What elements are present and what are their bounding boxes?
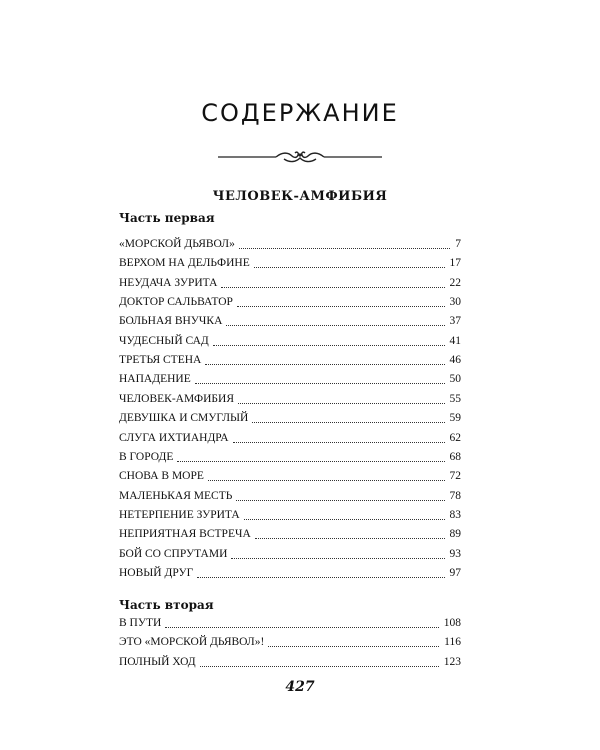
toc-entry: [119, 526, 461, 542]
dot-leader: [237, 305, 445, 307]
dot-leader: [226, 324, 444, 326]
toc-entry: [119, 255, 461, 271]
dot-leader: [205, 363, 444, 365]
toc-entry-page: 59: [449, 412, 461, 425]
dot-leader: [195, 382, 445, 384]
toc-entry-page: 93: [449, 547, 461, 560]
toc-entry-title: ЧЕЛОВЕК-АМФИБИЯ: [119, 392, 234, 405]
dot-leader: [165, 626, 438, 628]
dot-leader: [213, 344, 445, 346]
toc-entry-page: 17: [449, 257, 461, 270]
toc-entry-title: «МОРСКОЙ ДЬЯВОЛ»: [119, 238, 235, 250]
dot-leader: [233, 441, 445, 443]
ornament-divider-icon: [218, 150, 382, 164]
toc-entry: [119, 634, 461, 650]
toc-entry-page: 78: [449, 489, 461, 502]
toc-entry-title: ВЕРХОМ НА ДЕЛЬФИНЕ: [119, 257, 250, 270]
book-title: ЧЕЛОВЕК-АМФИБИЯ: [212, 189, 388, 204]
toc-entry-title: НАПАДЕНИЕ: [119, 373, 191, 386]
page-number: 427: [285, 679, 315, 695]
toc-entry-page: 83: [449, 508, 461, 521]
toc-entry-page: 62: [449, 431, 461, 444]
toc-entry: [119, 615, 461, 631]
part-title: Часть первая: [119, 211, 215, 225]
toc-entry-title: В ГОРОДЕ: [119, 450, 174, 463]
dot-leader: [239, 247, 450, 249]
toc-entry-title: ЭТО «МОРСКОЙ ДЬЯВОЛ»!: [119, 636, 265, 649]
toc-entry: [119, 333, 461, 349]
toc-entry: [119, 468, 461, 484]
toc-entry: [119, 294, 461, 310]
toc-entry-title: НЕПРИЯТНАЯ ВСТРЕЧА: [119, 528, 251, 541]
toc-entry-page: 116: [444, 636, 461, 649]
toc-entry-title: ДОКТОР САЛЬВАТОР: [119, 296, 233, 309]
toc-entry: [119, 565, 461, 581]
toc-entry: [119, 352, 461, 368]
toc-entry: [119, 507, 461, 523]
toc-entry-page: 46: [449, 354, 461, 367]
toc-entry-page: 68: [449, 450, 461, 463]
toc-entry: [119, 449, 461, 465]
toc-entry-page: 30: [449, 296, 461, 309]
toc-entry-page: 37: [449, 315, 461, 328]
dot-leader: [268, 645, 439, 647]
toc-entry-title: В ПУТИ: [119, 617, 162, 629]
toc-entry: [119, 546, 461, 562]
toc-entry-page: 22: [449, 276, 461, 289]
toc-entry: [119, 313, 461, 329]
toc-entry-title: БОЛЬНАЯ ВНУЧКА: [119, 315, 223, 328]
dot-leader: [221, 286, 444, 288]
toc-entry-page: 123: [443, 655, 461, 668]
dot-leader: [244, 518, 445, 520]
toc-entry: [119, 371, 461, 387]
toc-entry: [119, 391, 461, 407]
dot-leader: [252, 421, 444, 423]
toc-entry-title: ПОЛНЫЙ ХОД: [119, 655, 196, 668]
toc-entry: [119, 236, 461, 252]
toc-entry: [119, 654, 461, 670]
dot-leader: [254, 266, 445, 268]
toc-entry-title: НЕТЕРПЕНИЕ ЗУРИТА: [119, 508, 240, 521]
dot-leader: [197, 576, 444, 578]
part-title: Часть вторая: [119, 598, 214, 612]
dot-leader: [200, 665, 439, 667]
toc-entry-page: 41: [449, 334, 461, 347]
toc-entry-title: СНОВА В МОРЕ: [119, 470, 204, 483]
contents-heading: СОДЕРЖАНИЕ: [201, 99, 399, 127]
toc-entry-page: 97: [449, 566, 461, 579]
toc-entry-page: 108: [443, 617, 461, 629]
toc-entry-title: ТРЕТЬЯ СТЕНА: [119, 354, 202, 367]
toc-entry: [119, 410, 461, 426]
toc-entry: [119, 430, 461, 446]
dot-leader: [177, 460, 444, 462]
dot-leader: [231, 557, 444, 559]
toc-entry: [119, 275, 461, 291]
toc-entry-title: БОЙ СО СПРУТАМИ: [119, 547, 228, 560]
dot-leader: [236, 499, 444, 501]
dot-leader: [238, 402, 445, 404]
toc-entry-page: 72: [449, 470, 461, 483]
toc-entry-page: 89: [449, 528, 461, 541]
toc-entry-title: ДЕВУШКА И СМУГЛЫЙ: [119, 412, 249, 425]
toc-entry-title: МАЛЕНЬКАЯ МЕСТЬ: [119, 489, 233, 502]
dot-leader: [255, 537, 445, 539]
toc-entry-title: СЛУГА ИХТИАНДРА: [119, 431, 229, 444]
toc-entry-title: ЧУДЕСНЫЙ САД: [119, 334, 209, 347]
toc-entry-page: 7: [455, 238, 461, 250]
dot-leader: [208, 479, 445, 481]
toc-entry-title: НОВЫЙ ДРУГ: [119, 566, 194, 579]
toc-entry-page: 50: [449, 373, 461, 386]
toc-entry-title: НЕУДАЧА ЗУРИТА: [119, 276, 218, 289]
toc-entry-page: 55: [449, 392, 461, 405]
toc-entry: [119, 488, 461, 504]
